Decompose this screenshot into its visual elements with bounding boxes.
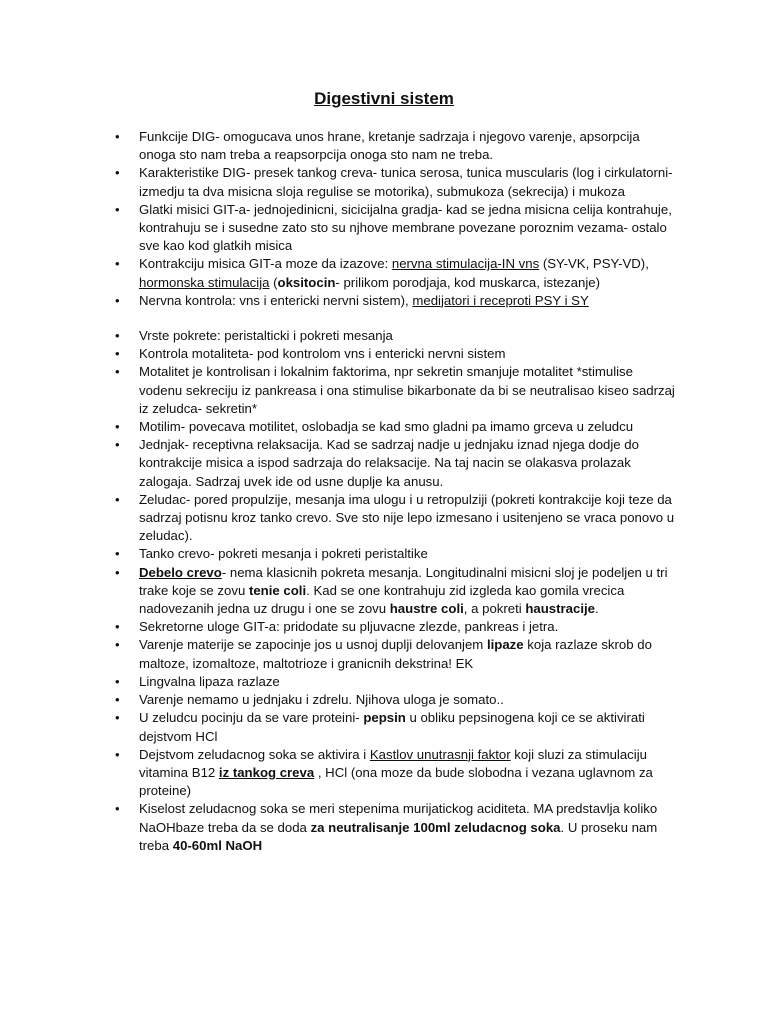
list-item bbox=[0, 201, 768, 256]
list-item bbox=[0, 164, 768, 200]
text-segment: (SY-VK, PSY-VD), bbox=[539, 256, 649, 272]
list-item bbox=[0, 292, 768, 310]
text-segment: iz tankog creva bbox=[218, 764, 315, 780]
list-item bbox=[0, 345, 768, 363]
text-segment: Kontrola motaliteta- pod kontrolom vns i entericki nervni sistem bbox=[139, 346, 506, 362]
text-segment: Dejstvom zeludacnog soka se aktivira i bbox=[139, 746, 370, 762]
text-segment: Kastlov unutrasnji faktor bbox=[369, 746, 511, 762]
text-segment: . bbox=[595, 601, 599, 617]
text-segment: Tanko crevo- pokreti mesanja i pokreti peristaltike bbox=[139, 546, 428, 562]
text-segment: medijatori i receproti PSY i SY bbox=[412, 292, 589, 308]
text-segment: hormonska stimulacija bbox=[139, 274, 270, 290]
text-segment: - prilikom porodjaja, kod muskarca, istezanje) bbox=[335, 274, 601, 290]
list-item bbox=[0, 618, 768, 636]
text-segment: Varenje materije se zapocinje jos u usnoj duplji delovanjem bbox=[139, 637, 487, 653]
text-segment: koji sluzi za stimulaciju vitamina B12 bbox=[139, 746, 647, 780]
text-segment: , a pokreti bbox=[463, 601, 526, 617]
text-segment: Motilim- povecava motilitet, oslobadja se kad smo gladni pa imamo grceva u zeludcu bbox=[139, 419, 634, 435]
text-segment: Motalitet je kontrolisan i lokalnim faktorima, npr sekretin smanjuje motalitet *stimulise vodenu sekreciju iz pankreasa i ona stimulise bikarbonate da bi se neutralisao kiseo sadrzaj iz zeludca- sekretin* bbox=[139, 364, 675, 416]
document-title: Digestivni sistem bbox=[314, 89, 454, 108]
text-segment: Debelo crevo bbox=[139, 564, 222, 580]
text-segment: Lingvalna lipaza razlaze bbox=[139, 673, 280, 689]
list-item bbox=[0, 255, 768, 291]
text-segment: lipaze bbox=[486, 637, 524, 653]
list-spacer bbox=[0, 310, 768, 327]
text-segment: Jednjak- receptivna relaksacija. Kad se sadrzaj nadje u jednjaku iznad njega dodje do kontrakcije misica a ispod sadrzaja do relaksacije. Na taj nacin se olakasva prolazak zalogaja. Sadrzaj uvek ide od usne duplje ka anusu. bbox=[139, 437, 639, 489]
list-item bbox=[0, 436, 768, 491]
text-segment: Varenje nemamo u jednjaku i zdrelu. Njihova uloga je somato.. bbox=[139, 692, 504, 708]
list-item bbox=[0, 418, 768, 436]
list-item bbox=[0, 800, 768, 855]
list-item bbox=[0, 709, 768, 745]
text-segment: nervna stimulacija-IN vns bbox=[391, 256, 540, 272]
text-segment: za neutralisanje 100ml zeludacnog soka bbox=[310, 819, 561, 835]
text-segment: Karakteristike DIG- presek tankog creva- tunica serosa, tunica muscularis (log i cirkulatorni- izmedju ta dva misicna sloja regulise se motorika), submukoza (sekrecija) i mukoza bbox=[139, 165, 673, 199]
list-item bbox=[0, 636, 768, 672]
text-segment: Zeludac- pored propulzije, mesanja ima ulogu i u retropulziji (pokreti kontrakcije koji teze da sadrzaj potisnu kroz tanko crevo. Sve sto nije lepo izmesano i usitenjeno se vraca ponovo u zeludac). bbox=[139, 491, 675, 544]
text-segment: oksitocin bbox=[277, 274, 336, 290]
text-segment: Nervna kontrola: vns i entericki nervni sistem), bbox=[139, 292, 413, 308]
text-segment: tenie coli bbox=[248, 582, 307, 598]
text-segment: Kontrakciju misica GIT-a moze da izazove: bbox=[139, 256, 392, 272]
text-segment: u obliku pepsinogena koji ce se aktivirati dejstvom HCl bbox=[139, 710, 645, 744]
text-segment: koja razlaze skrob do maltoze, izomaltoze, maltotrioze i granicnih dekstrina! EK bbox=[139, 637, 652, 671]
text-segment: . Kad se one kontrahuju zid izgleda kao gomila vrecica nadovezanih jedna uz drugu i one se zovu bbox=[139, 582, 625, 617]
list-item bbox=[0, 691, 768, 709]
text-segment: 40-60ml NaOH bbox=[172, 837, 263, 853]
text-segment: , HCl (ona moze da bude slobodna i vezana uglavnom za proteine) bbox=[139, 764, 653, 799]
list-item bbox=[0, 327, 768, 345]
list-item bbox=[0, 491, 768, 546]
text-segment: U zeludcu pocinju da se vare proteini- bbox=[139, 710, 364, 726]
text-segment: haustracije bbox=[525, 601, 595, 617]
text-segment: haustre coli bbox=[389, 601, 464, 617]
list-item bbox=[0, 746, 768, 801]
list-item bbox=[0, 673, 768, 691]
text-segment: . U proseku nam treba bbox=[139, 819, 658, 853]
list-item bbox=[0, 128, 768, 164]
text-segment: - nema klasicnih pokreta mesanja. Longitudinalni misicni sloj je podeljen u tri trake koje se zovu bbox=[139, 564, 668, 598]
list-item bbox=[0, 545, 768, 563]
text-segment: Sekretorne uloge GIT-a: pridodate su pljuvacne zlezde, pankreas i jetra. bbox=[139, 619, 559, 635]
list-item bbox=[0, 363, 768, 418]
text-segment: Kiselost zeludacnog soka se meri stepenima murijatickog aciditeta. MA predstavlja koliko NaOHbaze treba da se doda bbox=[139, 801, 658, 835]
bullet-list bbox=[0, 128, 768, 855]
text-segment: Funkcije DIG- omogucava unos hrane, kretanje sadrzaja i njegovo varenje, apsorpcija onoga sto nam treba a reapsorpcija onoga sto nam ne treba. bbox=[139, 129, 640, 163]
list-item bbox=[0, 564, 768, 619]
text-segment: Glatki misici GIT-a- jednojedinicni, sicicijalna gradja- kad se jedna misicna celija kontrahuje, kontrahuju se i susedne zato sto su njhove membrane povezane poroznim vezama- ostalo sve kao kod glatkih misica bbox=[139, 201, 672, 254]
text-segment: Vrste pokrete: peristalticki i pokreti mesanja bbox=[139, 328, 393, 344]
text-segment: pepsin bbox=[363, 710, 406, 726]
text-segment: ( bbox=[269, 274, 278, 290]
